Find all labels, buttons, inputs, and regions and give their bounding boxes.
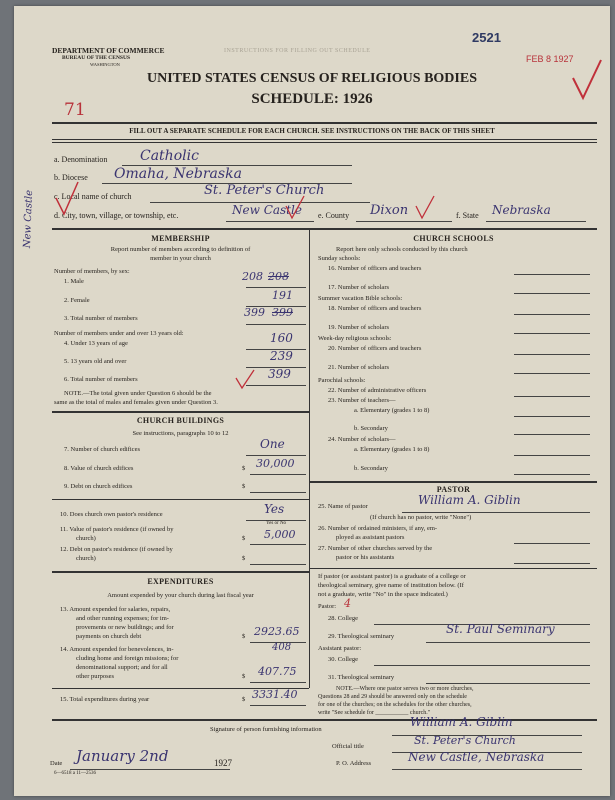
q11-dollar: $ <box>242 535 246 542</box>
q23-label: 23. Number of teachers— <box>328 397 396 404</box>
q13-label-1: 13. Amount expended for salaries, repairs, <box>60 606 171 613</box>
q2-female-value: 191 <box>272 289 293 302</box>
membership-title: MEMBERSHIP <box>151 234 210 243</box>
q3-total-old-value: 399 <box>272 306 293 319</box>
q11-label-1: 11. Value of pastor's residence (if owned by <box>60 526 174 533</box>
q6-total-label: 6. Total number of members <box>64 376 138 383</box>
summer-schools-label: Summer vacation Bible schools: <box>318 295 403 302</box>
side-handwritten-note: New Castle <box>22 189 36 249</box>
state-value: Nebraska <box>492 203 551 217</box>
q3-total-value: 399 <box>244 306 265 319</box>
red-check-total <box>14 366 314 396</box>
q14-label-3: denominational support; and for all <box>76 664 168 671</box>
q10-residence-value: Yes <box>264 502 285 516</box>
q12-label-1: 12. Debt on pastor's residence (if owned by <box>60 546 173 553</box>
q15-label: 15. Total expenditures during year <box>60 696 150 703</box>
q27-label-1: 27. Number of other churches served by the <box>318 545 433 552</box>
q20-label: 20. Number of officers and teachers <box>328 345 422 352</box>
q13-dollar: $ <box>242 633 246 640</box>
membership-intro-1: Report number of members according to definition of <box>110 246 251 253</box>
county-label: e. County <box>318 211 350 220</box>
q23a-label: a. Elementary (grades 1 to 8) <box>354 407 430 414</box>
q7-edifices-label: 7. Number of church edifices <box>64 446 140 453</box>
buildings-intro: See instructions, paragraphs 10 to 12 <box>132 430 229 437</box>
q12-dollar: $ <box>242 555 246 562</box>
q24b-label: b. Secondary <box>354 465 388 472</box>
state-label: f. State <box>456 211 479 220</box>
pastor-note-1: NOTE.—Where one pastor serves two or more churches, <box>336 686 474 692</box>
q21-label: 21. Number of scholars <box>328 364 390 371</box>
q27-label-2: pastor or his assistants <box>336 554 395 561</box>
q25-label: 25. Name of pastor <box>318 503 368 510</box>
po-address-value: New Castle, Nebraska <box>408 750 545 764</box>
q15-value: 3331.40 <box>252 688 298 701</box>
q1-male-label: 1. Male <box>64 278 84 285</box>
q8-value-value: 30,000 <box>256 457 295 470</box>
q1-male-old-value: 208 <box>268 270 289 283</box>
local-name-label: c. Local name of church <box>54 192 132 201</box>
membership-note-2: same as the total of males and females given under Question 3. <box>54 399 218 406</box>
q18-label: 18. Number of officers and teachers <box>328 305 422 312</box>
q5-over13-label: 5. 13 years old and over <box>64 358 127 365</box>
age-intro-label: Number of members under and over 13 years old: <box>54 330 184 337</box>
q29-value: St. Paul Seminary <box>446 622 555 636</box>
q9-dollar: $ <box>242 483 246 490</box>
pastor-note-4: write "See schedule for ___________ church." <box>318 710 431 716</box>
local-name-value: St. Peter's Church <box>204 183 325 198</box>
date-label: Date <box>50 760 63 767</box>
membership-intro-2: member in your church <box>150 255 211 262</box>
bureau-city: WASHINGTON <box>90 62 120 67</box>
q28-label: 28. College <box>328 615 358 622</box>
bureau-name: BUREAU OF THE CENSUS <box>62 55 131 61</box>
dept-name: DEPARTMENT OF COMMERCE <box>52 46 165 55</box>
q11-value: 5,000 <box>264 528 296 541</box>
signature-value: William A. Giblin <box>410 715 513 729</box>
q1-male-value: 208 <box>242 270 263 283</box>
q14-label-1: 14. Amount expended for benevolences, in- <box>60 646 174 653</box>
weekday-schools-label: Week-day religious schools: <box>318 335 392 342</box>
form-title: UNITED STATES CENSUS OF RELIGIOUS BODIES <box>146 71 477 86</box>
q11-label-2: church) <box>76 535 96 542</box>
red-edit-marks <box>14 146 610 236</box>
graduate-instruction-2: theological seminary, give name of institution below. (If <box>318 582 464 589</box>
denomination-value: Catholic <box>140 148 199 164</box>
denomination-label: a. Denomination <box>54 155 108 164</box>
parochial-schools-label: Parochial schools: <box>318 377 366 384</box>
q8-value-label: 8. Value of church edifices <box>64 465 134 472</box>
q13-label-4: payments on church debt <box>76 633 142 640</box>
q25-note: (If church has no pastor, write "None") <box>370 514 472 521</box>
separate-schedule-instruction: FILL OUT A SEPARATE SCHEDULE FOR EACH CHURCH. SEE INSTRUCTIONS ON THE BACK OF THIS SHEET <box>129 127 495 135</box>
q13-label-3: provements or new buildings; and for <box>76 624 174 631</box>
pastor-label: Pastor: <box>318 603 337 610</box>
date-year: 1927 <box>214 758 232 768</box>
q25-value: William A. Giblin <box>418 493 521 507</box>
expenditures-intro: Amount expended by your church during last fiscal year <box>107 592 254 599</box>
q26-label-2: ployed as assistant pastors <box>336 534 405 541</box>
pastor-note-3: for one of the churches; on the schedules for the other churches, <box>318 702 472 708</box>
yes-no-hint: Yes or No <box>266 521 287 526</box>
q24a-label: a. Elementary (grades 1 to 8) <box>354 446 430 453</box>
margin-number-mark: 71 <box>64 100 86 120</box>
official-title-label: Official title <box>332 743 364 750</box>
pastor-note-2: Questions 28 and 29 should be answered only on the schedule <box>318 694 467 700</box>
serial-number: 2521 <box>472 30 501 45</box>
q24-label: 24. Number of scholars— <box>328 436 396 443</box>
q14-label-2: cluding home and foreign missions; for <box>76 655 179 662</box>
graduate-instruction-1: If pastor (or assistant pastor) is a graduate of a college or <box>318 573 466 580</box>
q17-label: 17. Number of scholars <box>328 284 390 291</box>
schools-intro: Report here only schools conducted by this church <box>336 246 468 253</box>
q26-label-1: 26. Number of ordained ministers, if any, em- <box>318 525 438 532</box>
q6-total-value: 399 <box>268 367 291 381</box>
q14-margin-note: 408 <box>272 642 292 653</box>
members-by-sex-label: Number of members, by sex: <box>54 268 130 275</box>
q14-dollar: $ <box>242 673 246 680</box>
q31-label: 31. Theological seminary <box>328 674 395 681</box>
diocese-label: b. Diocese <box>54 173 88 182</box>
q4-under13-label: 4. Under 13 years of age <box>64 340 128 347</box>
q12-label-2: church) <box>76 555 96 562</box>
pastor-title: PASTOR <box>436 485 471 494</box>
city-label: d. City, town, village, or township, etc. <box>54 211 179 220</box>
q9-debt-label: 9. Debt on church edifices <box>64 483 133 490</box>
q14-value: 407.75 <box>258 665 297 678</box>
q8-dollar: $ <box>242 465 246 472</box>
q7-edifices-value: One <box>260 437 285 451</box>
q10-residence-label: 10. Does church own pastor's residence <box>60 511 163 518</box>
expenditures-title: EXPENDITURES <box>147 577 214 586</box>
city-value: New Castle <box>232 203 302 217</box>
q4-under13-value: 160 <box>270 331 293 345</box>
q14-label-4: other purposes <box>76 673 115 680</box>
form-number: 6—6518 a 11—2536 <box>54 771 97 776</box>
sunday-schools-label: Sunday schools: <box>318 255 361 262</box>
diocese-value: Omaha, Nebraska <box>114 166 242 182</box>
membership-note-1: NOTE.—The total given under Question 6 should be the <box>64 390 212 397</box>
q29-label: 29. Theological seminary <box>328 633 395 640</box>
schools-title: CHURCH SCHOOLS <box>413 234 494 243</box>
schedule-title: SCHEDULE: 1926 <box>251 91 373 107</box>
buildings-title: CHURCH BUILDINGS <box>136 416 225 425</box>
census-schedule-sheet <box>14 6 610 796</box>
q16-label: 16. Number of officers and teachers <box>328 265 422 272</box>
assistant-pastor-label: Assistant pastor: <box>318 645 362 652</box>
q22-label: 22. Number of administrative officers <box>328 387 427 394</box>
received-date-stamp: FEB 8 1927 <box>526 54 574 64</box>
po-address-label: P. O. Address <box>336 760 372 767</box>
pastor-red-mark: 4 <box>344 597 351 610</box>
q23b-label: b. Secondary <box>354 425 388 432</box>
q2-female-label: 2. Female <box>64 297 90 304</box>
q13-label-2: and other running expenses; for im- <box>76 615 169 622</box>
q5-over13-value: 239 <box>270 349 293 363</box>
signature-label: Signature of person furnishing information <box>210 726 322 733</box>
q19-label: 19. Number of scholars <box>328 324 390 331</box>
faded-instructions-header: INSTRUCTIONS FOR FILLING OUT SCHEDULE <box>224 48 371 54</box>
graduate-instruction-3: not a graduate, write "No" in the space indicated.) <box>318 591 448 598</box>
q30-label: 30. College <box>328 656 358 663</box>
date-value: January 2nd <box>76 747 169 765</box>
q13-value: 2923.65 <box>254 625 300 638</box>
official-title-value: St. Peter's Church <box>414 734 516 747</box>
q15-dollar: $ <box>242 696 246 703</box>
q3-total-label: 3. Total number of members <box>64 315 138 322</box>
county-value: Dixon <box>370 203 409 218</box>
